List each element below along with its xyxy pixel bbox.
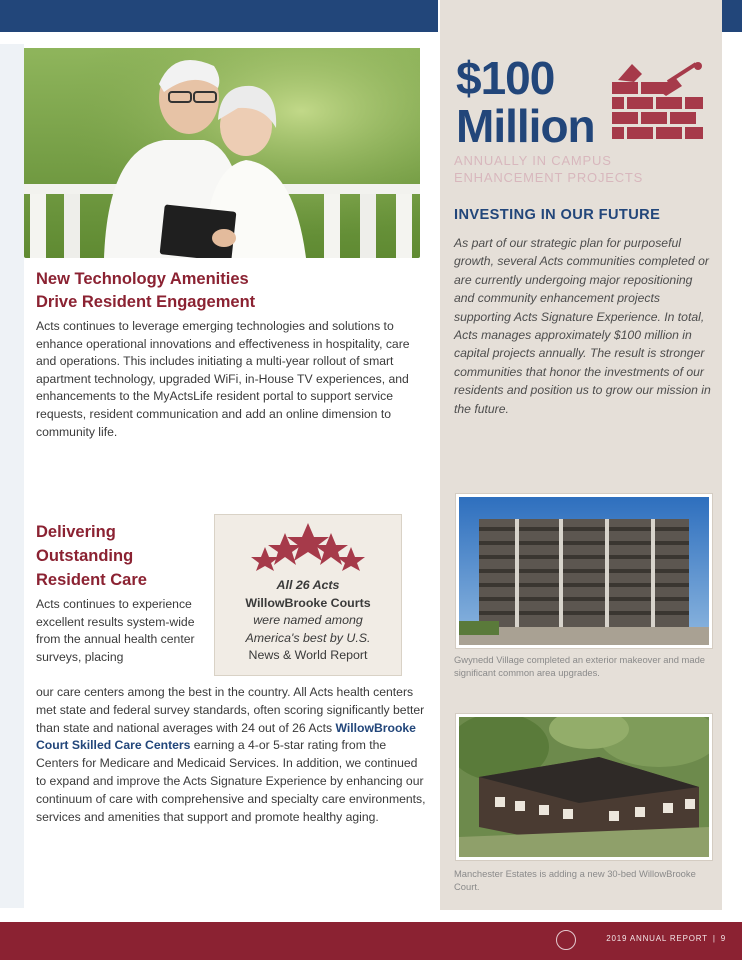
article-care-body-part2 (36, 684, 426, 826)
page-number: 9 (720, 934, 726, 943)
gwynedd-caption: Gwynedd Village completed an exterior makeover and made significant common area upgrades. (454, 654, 706, 678)
investment-subtitle-line2: ENHANCEMENT PROJECTS (454, 170, 644, 185)
article-care-title-line3: Resident Care (36, 571, 147, 589)
acts-seal-icon (556, 930, 576, 950)
article-care-body-text: our care centers among the best in the country. All Acts health centers met state and federal survey standards, often scoring significantly better than state and national averages with 24 out of 26 Acts (36, 685, 425, 735)
couple-with-tablet-photo (24, 48, 420, 258)
article-technology-title-line1: New Technology Amenities (36, 270, 249, 288)
article-care-title (36, 520, 196, 592)
investing-body: As part of our strategic plan for purposeful growth, several Acts communities completed or are currently undergoing major repositioning and community enhancement projects supporting Acts Signature Experience. In total, Acts manages approximately $100 million in capital projects annually. The result is stronger communities that honor the investments of our residents and position us to grow our mission in the future. (454, 236, 711, 416)
award-line1: All 26 Acts (276, 578, 340, 592)
investment-subtitle-line1: ANNUALLY IN CAMPUS (454, 153, 612, 168)
brick-wall-trowel-icon (612, 60, 704, 140)
award-text (221, 577, 395, 665)
article-care-title-line1: Delivering (36, 523, 116, 541)
top-bar (0, 0, 438, 32)
award-callout (214, 514, 402, 676)
investment-amount-value: $100 (456, 52, 555, 104)
top-bar-right (722, 0, 742, 32)
article-technology-title (36, 268, 416, 314)
investment-amount (456, 54, 595, 150)
award-line2: WillowBrooke Courts (245, 595, 371, 610)
article-care-body-text-end: earning a 4-or 5-star rating from the Centers for Medicare and Medicaid Services. In addition, we continued to expand and improve the Acts Signature Experience by enhancing our continuum of care with comprehensive and specialty care environments, services and amenities that support and promote healthy aging. (36, 738, 426, 824)
article-care-title-line2: Outstanding (36, 547, 134, 565)
award-line4: America's best by U.S. (245, 630, 371, 645)
investing-heading: INVESTING IN OUR FUTURE (454, 207, 661, 223)
award-line5: News & World Report (248, 648, 368, 663)
investment-subtitle (454, 152, 714, 186)
manchester-estates-rendering (456, 714, 712, 860)
article-technology-title-line2: Drive Resident Engagement (36, 293, 256, 311)
investment-amount-unit: Million (456, 100, 595, 152)
award-line3: were named among (253, 613, 363, 628)
article-care-body-part1: Acts continues to experience excellent results system-wide from the annual health center surveys, placing (36, 597, 195, 664)
footer-page-label (606, 934, 726, 943)
gwynedd-village-building-photo (456, 494, 712, 648)
article-care-body-highlight: WillowBrooke Court Skilled Care Centers (36, 720, 416, 753)
manchester-caption: Manchester Estates is adding a new 30-bed WillowBrooke Court. (454, 868, 696, 892)
five-stars-icon (251, 523, 365, 571)
footer-report-title: 2019 ANNUAL REPORT (606, 934, 708, 943)
article-technology-body: Acts continues to leverage emerging technologies and solutions to enhance operational innovations and effectiveness in hospitality, care and operations. This includes initiating a multi-year rollout of smart apartment technology, upgraded WiFi, in-House TV experiences, and enhancements to the MyActsLife resident portal to support service requests, resident communication and add an online dimension to community life. (36, 319, 410, 439)
footer-separator: | (712, 934, 716, 943)
